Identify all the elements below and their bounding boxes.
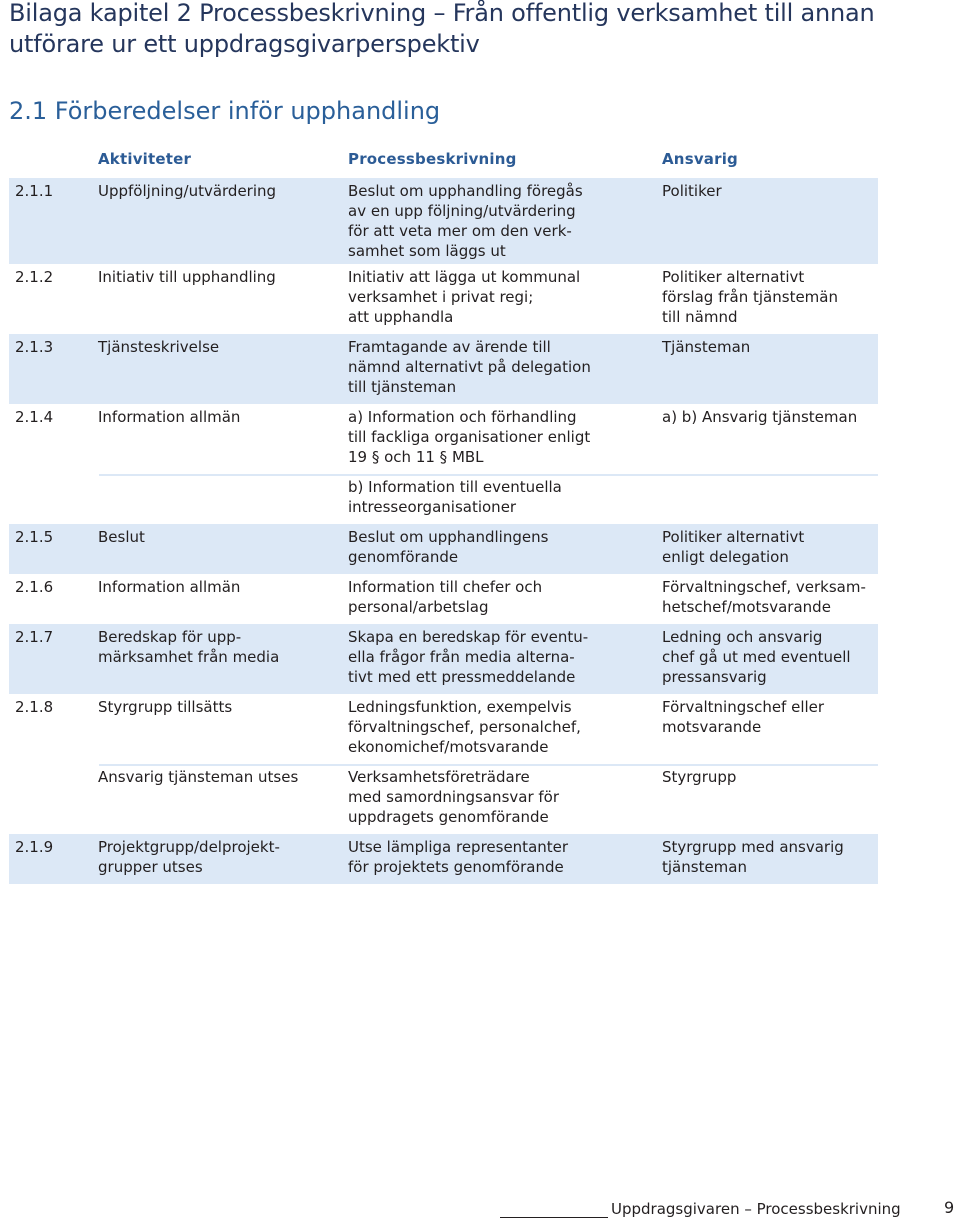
row-process: b) Information till eventuella intresseorganisationer xyxy=(348,478,562,516)
table-row xyxy=(9,764,878,834)
table-row xyxy=(9,834,878,884)
column-header-process: Processbeskrivning xyxy=(348,150,517,168)
row-process: Information till chefer och personal/arbetslag xyxy=(348,578,543,616)
row-number: 2.1.5 xyxy=(15,528,54,546)
row-activity: Beredskap för upp- märksamhet från media xyxy=(98,628,280,666)
table-row xyxy=(9,264,878,334)
row-number: 2.1.4 xyxy=(15,408,54,426)
row-responsible: Styrgrupp xyxy=(662,768,737,786)
row-number: 2.1.7 xyxy=(15,628,54,646)
table-row xyxy=(9,474,878,524)
table-row xyxy=(9,178,878,264)
row-process: Verksamhetsföreträdare med samordningsansvar för uppdragets genomförande xyxy=(348,768,560,826)
row-responsible: Förvaltningschef eller motsvarande xyxy=(662,698,825,736)
column-header-responsible: Ansvarig xyxy=(662,150,738,168)
table-row xyxy=(9,574,878,624)
document-heading: Bilaga kapitel 2 Processbeskrivning – Från offentlig verksamhet till annan utförare ur ett uppdragsgivarperspektiv xyxy=(9,0,875,58)
row-responsible: Tjänsteman xyxy=(662,338,751,356)
row-responsible: Styrgrupp med ansvarig tjänsteman xyxy=(662,838,844,876)
row-number: 2.1.9 xyxy=(15,838,54,856)
row-activity: Information allmän xyxy=(98,578,241,596)
row-activity: Ansvarig tjänsteman utses xyxy=(98,768,299,786)
row-number: 2.1.2 xyxy=(15,268,54,286)
row-number: 2.1.1 xyxy=(15,182,54,200)
table-row xyxy=(9,624,878,694)
process-table xyxy=(9,178,878,884)
section-title: 2.1 Förberedelser inför upphandling xyxy=(9,97,441,125)
row-activity: Beslut xyxy=(98,528,145,546)
row-responsible: Politiker alternativt enligt delegation xyxy=(662,528,805,566)
row-process: Beslut om upphandling föregås av en upp följning/utvärdering för att veta mer om den verk- samhet som läggs ut xyxy=(348,182,583,260)
row-responsible: Förvaltningschef, verksam- hetschef/motsvarande xyxy=(662,578,866,616)
row-process: Utse lämpliga representanter för projektets genomförande xyxy=(348,838,569,876)
row-activity: Projektgrupp/delprojekt- grupper utses xyxy=(98,838,280,876)
row-responsible: Politiker alternativt förslag från tjänstemän till nämnd xyxy=(662,268,838,326)
row-process: Framtagande av ärende till nämnd alternativt på delegation till tjänsteman xyxy=(348,338,591,396)
table-row xyxy=(9,694,878,764)
footer-rule xyxy=(500,1217,608,1218)
row-responsible: Politiker xyxy=(662,182,722,200)
row-activity: Tjänsteskrivelse xyxy=(98,338,220,356)
row-activity: Information allmän xyxy=(98,408,241,426)
footer-text: Uppdragsgivaren – Processbeskrivning xyxy=(611,1200,901,1218)
row-process: a) Information och förhandling till fackliga organisationer enligt 19 § och 11 § MBL xyxy=(348,408,591,466)
table-row xyxy=(9,334,878,404)
row-process: Initiativ att lägga ut kommunal verksamhet i privat regi; att upphandla xyxy=(348,268,581,326)
row-activity: Styrgrupp tillsätts xyxy=(98,698,233,716)
row-process: Skapa en beredskap för eventu- ella frågor från media alterna- tivt med ett pressmeddelande xyxy=(348,628,589,686)
row-process: Beslut om upphandlingens genomförande xyxy=(348,528,549,566)
column-header-activities: Aktiviteter xyxy=(98,150,192,168)
row-number: 2.1.6 xyxy=(15,578,54,596)
table-row xyxy=(9,404,878,474)
row-responsible: Ledning och ansvarig chef gå ut med eventuell pressansvarig xyxy=(662,628,851,686)
page-number: 9 xyxy=(944,1198,955,1217)
row-number: 2.1.8 xyxy=(15,698,54,716)
table-row xyxy=(9,524,878,574)
row-number: 2.1.3 xyxy=(15,338,54,356)
row-process: Ledningsfunktion, exempelvis förvaltningschef, personalchef, ekonomichef/motsvarande xyxy=(348,698,581,756)
row-activity: Uppföljning/utvärdering xyxy=(98,182,277,200)
row-activity: Initiativ till upphandling xyxy=(98,268,276,286)
row-responsible: a) b) Ansvarig tjänsteman xyxy=(662,408,858,426)
